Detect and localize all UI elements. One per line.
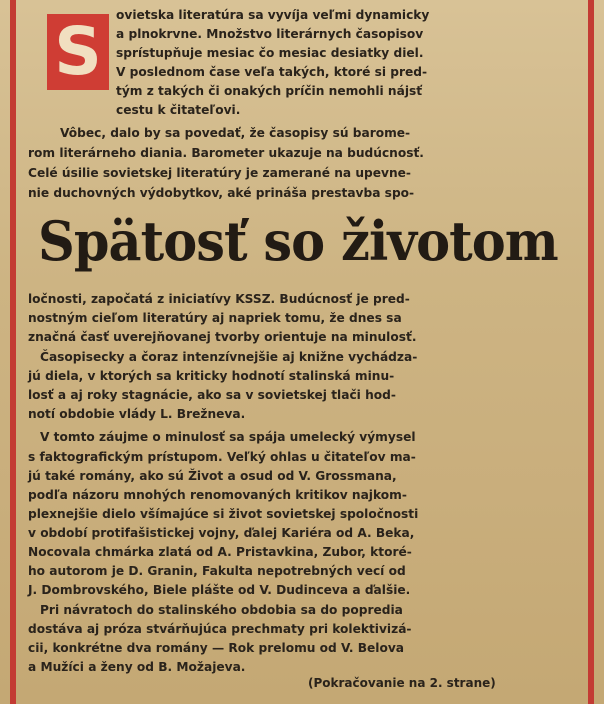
body-line: J. Dombrovského, Biele plášte od V. Dudinceva a ďalšie. [28,583,411,597]
body-line: notí obdobie vlády L. Brežneva. [28,407,246,421]
drop-cap: S [47,14,109,90]
body-line: a Mužíci a ženy od B. Možajeva. [28,660,246,674]
intro-line: Celé úsilie sovietskej literatúry je zamerané na upevne- [28,166,411,180]
left-red-rule [10,0,16,704]
body-line: jú diela, v ktorých sa kriticky hodnotí stalinská minu- [28,369,395,383]
intro-line: tým z takých či onakých príčin nemohli nájsť [116,84,423,98]
body-line: dostáva aj próza stvárňujúca prechmaty pri kolektivizá- [28,622,412,636]
right-red-rule [588,0,594,704]
body-line: jú také romány, ako sú Život a osud od V. Grossmana, [28,469,397,483]
body-line: podľa názoru mnohých renomovaných kritikov najkom- [28,488,407,502]
intro-line: V poslednom čase veľa takých, ktoré si pred- [116,65,428,79]
body-line: Nocovala chmárka zlatá od A. Pristavkina, Zubor, ktoré- [28,545,412,559]
body-line: plexnejšie dielo všímajúce si život sovietskej spoločnosti [28,507,419,521]
intro-line: sprístupňuje mesiac čo mesiac desiatky diel. [116,46,424,60]
body-line: losť a aj roky stagnácie, ako sa v sovietskej tlači hod- [28,388,396,402]
intro-line: cestu k čitateľovi. [116,103,241,117]
body-line: Pri návratoch do stalinského obdobia sa do popredia [40,603,403,617]
body-line: nostným cieľom literatúry aj napriek tomu, že dnes sa [28,311,402,325]
body-line: cii, konkrétne dva romány — Rok prelomu od V. Belova [28,641,405,655]
body-line: ločnosti, započatá z iniciatívy KSSZ. Budúcnosť je pred- [28,292,410,306]
intro-line: rom literárneho diania. Barometer ukazuje na budúcnosť. [28,146,424,160]
intro-line: Vôbec, dalo by sa povedať, že časopisy sú barome- [60,126,411,140]
continuation-note: (Pokračovanie na 2. strane) [308,676,496,690]
body-line: značná časť uverejňovanej tvorby orientuje na minulosť. [28,330,417,344]
intro-line: nie duchovných výdobytkov, aké prináša prestavba spo- [28,186,415,200]
headline: Spätosť so životom [38,209,558,273]
body-line: Časopisecky a čoraz intenzívnejšie aj knižne vychádza- [40,350,418,364]
intro-line: ovietska literatúra sa vyvíja veľmi dynamicky [116,8,430,22]
body-line: V tomto záujme o minulosť sa spája umelecký výmysel [40,430,416,444]
body-line: s faktografickým prístupom. Veľký ohlas u čitateľov ma- [28,450,416,464]
body-line: v období protifašistickej vojny, ďalej Kariéra od A. Beka, [28,526,415,540]
intro-line: a plnokrvne. Množstvo literárnych časopisov [116,27,424,41]
body-line: ho autorom je D. Granin, Fakulta nepotrebných vecí od [28,564,406,578]
